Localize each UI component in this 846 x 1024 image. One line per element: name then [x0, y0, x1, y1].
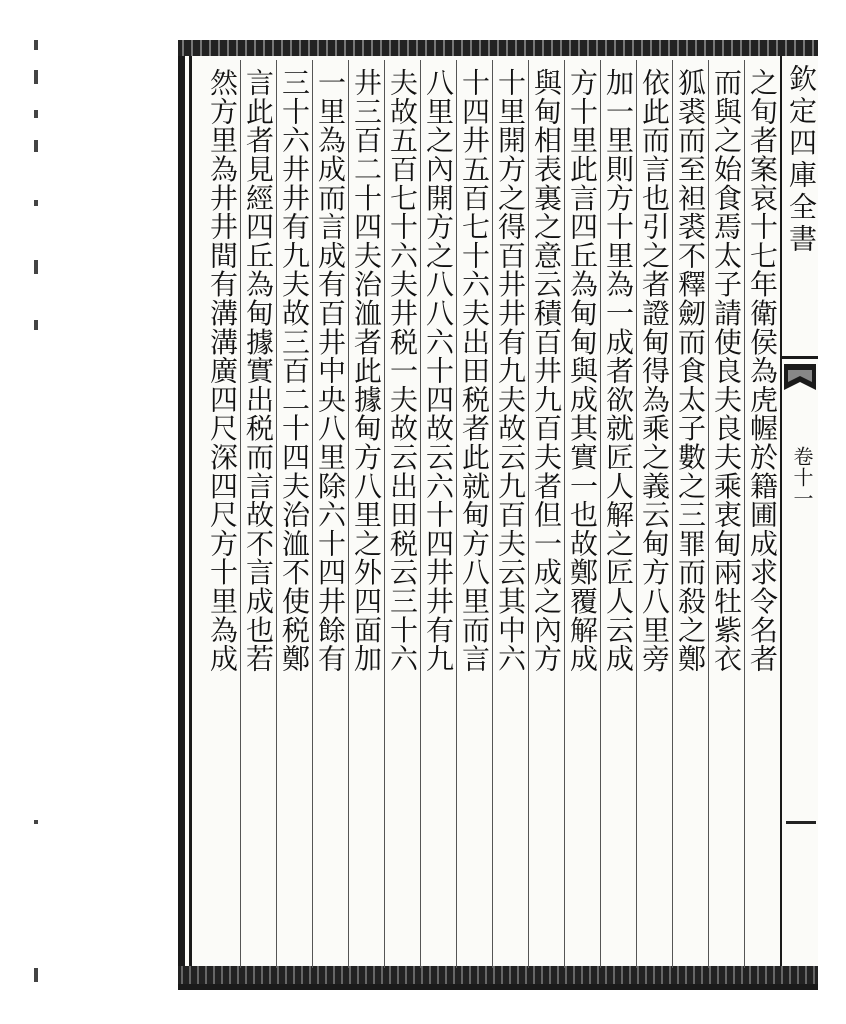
bottom-border-band — [178, 966, 818, 984]
text-column: 十四井五百七十六夫出田税者此就甸方八里而言 — [456, 60, 492, 968]
text-column: 言此者見經四丘為甸據實出税而言故不言成也若 — [240, 60, 276, 968]
text-column: 之旬者案哀十七年衛侯為虎幄於籍圃成求令名者 — [744, 60, 780, 968]
top-border-band — [178, 40, 818, 56]
frame-inner-rule — [189, 47, 192, 983]
text-column: 三十六井井有九夫故三百二十四夫治洫不使税鄭 — [276, 60, 312, 968]
scan-edge-marks — [30, 0, 44, 1024]
text-columns — [198, 60, 780, 968]
text-column: 依此而言也引之者證甸得為乘之義云甸方八里旁 — [636, 60, 672, 968]
page-number-rule — [786, 821, 816, 824]
text-column: 夫故五百七十六夫井税一夫故云出田税云三十六 — [384, 60, 420, 968]
fishtail-mark-icon — [782, 356, 818, 398]
text-column: 八里之內開方之八八六十四故云六十四井井有九 — [420, 60, 456, 968]
volume-label: 卷十一 — [790, 446, 814, 509]
text-column: 狐裘而至袒裘不釋劒而食太子數之三罪而殺之鄭 — [672, 60, 708, 968]
text-column: 一里為成而言成有百井中央八里除六十四井餘有 — [312, 60, 348, 968]
text-column: 與甸相表裏之意云積百井九百夫者但一成之內方 — [528, 60, 564, 968]
text-column: 方十里此言四丘為甸甸與成其實一也故鄭覆解成 — [564, 60, 600, 968]
text-column: 井三百二十四夫治洫者此據甸方八里之外四面加 — [348, 60, 384, 968]
text-column: 十里開方之得百井井有九夫故云九百夫云其中六 — [492, 60, 528, 968]
text-column: 而與之始食焉太子請使良夫良夫乘衷甸兩牡紫衣 — [708, 60, 744, 968]
book-title: 欽定四庫全書 — [785, 64, 818, 256]
text-column: 然方里為井井間有溝溝廣四尺深四尺方十里為成 — [206, 68, 239, 673]
page-margin-strip — [780, 56, 818, 966]
text-column: 加一里則方十里為一成者欲就匠人解之匠人云成 — [600, 60, 636, 968]
